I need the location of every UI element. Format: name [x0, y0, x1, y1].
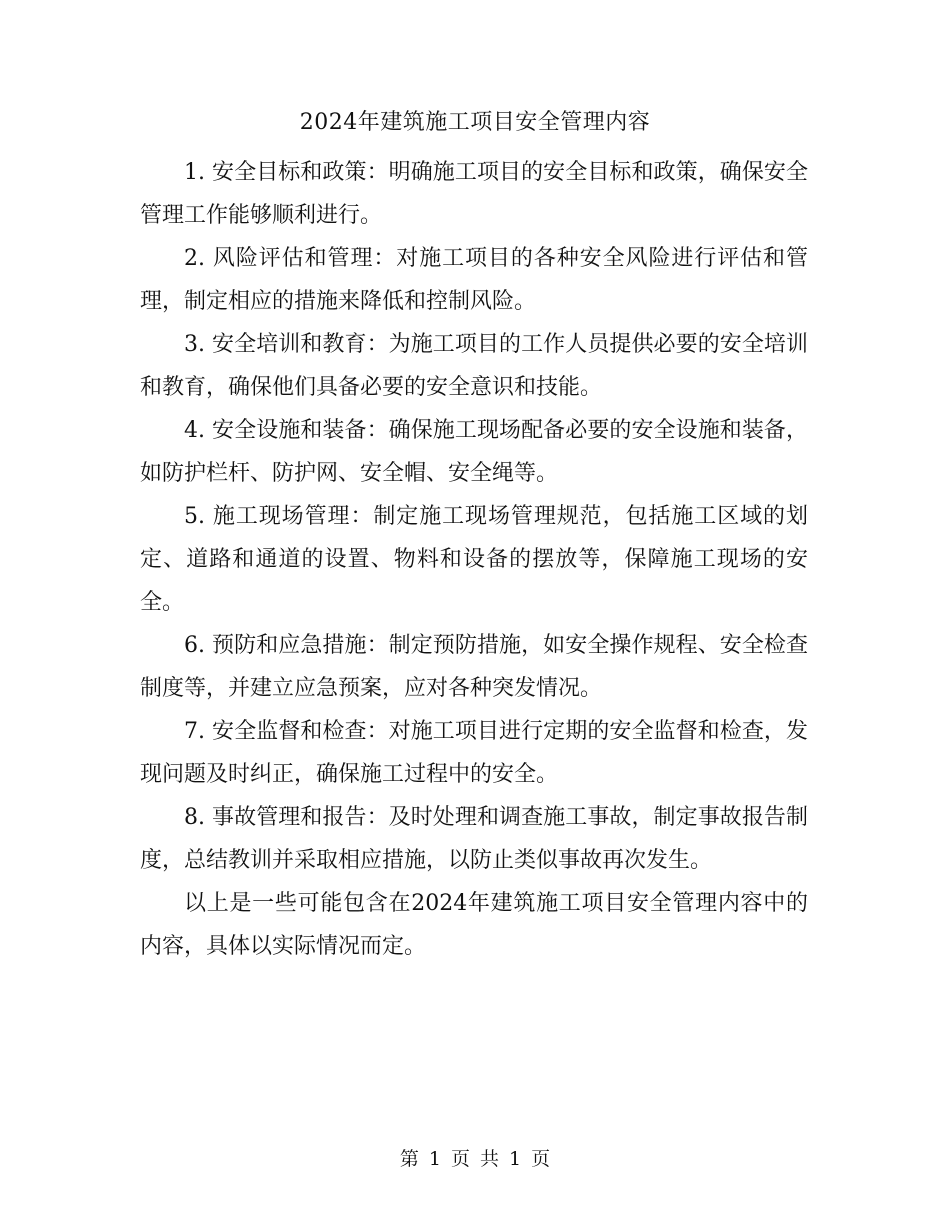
paragraph-safety-equipment: 4. 安全设施和装备：确保施工现场配备必要的安全设施和装备，如防护栏杆、防护网、安全帽、安全绳等。 — [140, 418, 808, 486]
paragraph-site-management: 5. 施工现场管理：制定施工现场管理规范，包括施工区域的划定、道路和通道的设置、物料和设备的摆放等，保障施工现场的安全。 — [140, 504, 808, 615]
paragraph-risk-assessment: 2. 风险评估和管理：对施工项目的各种安全风险进行评估和管理，制定相应的措施来降低和控制风险。 — [140, 246, 808, 314]
paragraph-conclusion: 以上是一些可能包含在2024年建筑施工项目安全管理内容中的内容，具体以实际情况而定。 — [140, 891, 808, 959]
paragraph-accident-management: 8. 事故管理和报告：及时处理和调查施工事故，制定事故报告制度，总结教训并采取相应措施，以防止类似事故再次发生。 — [140, 805, 808, 873]
document-title: 2024年建筑施工项目安全管理内容 — [299, 110, 651, 135]
paragraph-safety-training: 3. 安全培训和教育：为施工项目的工作人员提供必要的安全培训和教育，确保他们具备必要的安全意识和技能。 — [140, 332, 808, 400]
paragraph-supervision: 7. 安全监督和检查：对施工项目进行定期的安全监督和检查，发现问题及时纠正，确保施工过程中的安全。 — [140, 719, 808, 787]
page-footer: 第 1 页 共 1 页 — [399, 1148, 551, 1170]
paragraph-safety-goals: 1. 安全目标和政策：明确施工项目的安全目标和政策，确保安全管理工作能够顺利进行。 — [140, 160, 808, 228]
paragraph-emergency-measures: 6. 预防和应急措施：制定预防措施，如安全操作规程、安全检查制度等，并建立应急预案，应对各种突发情况。 — [140, 633, 808, 701]
document-body — [140, 151, 808, 968]
